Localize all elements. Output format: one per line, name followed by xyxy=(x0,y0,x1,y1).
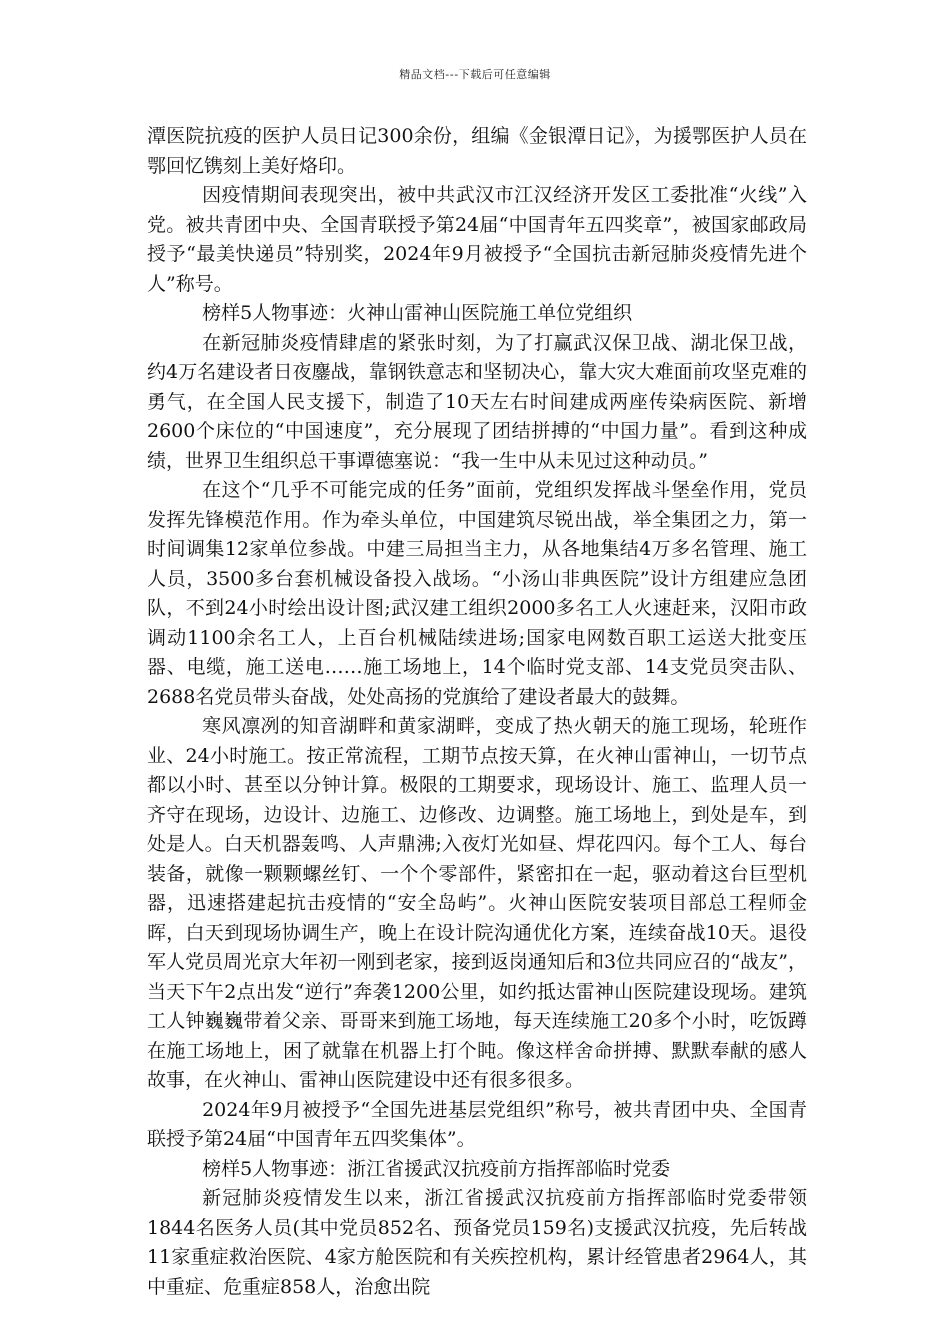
section-heading: 榜样5人物事迹：浙江省援武汉抗疫前方指挥部临时党委 xyxy=(202,1157,671,1180)
paragraph: 2024年9月被授予“全国先进基层党组织”称号，被共青团中央、全国青联授予第24届“中国青年五四奖集体”。 xyxy=(147,1098,807,1150)
page-header: 精品文档---下载后可任意编辑 xyxy=(399,68,551,81)
paragraph: 新冠肺炎疫情发生以来，浙江省援武汉抗疫前方指挥部临时党委带领1844名医务人员(其中党员852名、预备党员159名)支援武汉抗疫，先后转战11家重症救治医院、4家方舱医院和有关疾控机构，累计经管患者2964人，其中重症、危重症858人，治愈出院 xyxy=(147,1187,807,1298)
paragraph: 因疫情期间表现突出，被中共武汉市江汉经济开发区工委批准“火线”入党。被共青团中央、全国青联授予第24届“中国青年五四奖章”，被国家邮政局授予“最美快递员”特别奖，2024年9月被授予“全国抗击新冠肺炎疫情先进个人”称号。 xyxy=(147,184,807,295)
section-heading: 榜样5人物事迹：火神山雷神山医院施工单位党组织 xyxy=(202,302,633,324)
paragraph: 在新冠肺炎疫情肆虐的紧张时刻，为了打赢武汉保卫战、湖北保卫战，约4万名建设者日夜鏖战，靠钢铁意志和坚韧决心，靠大灾大难面前攻坚克难的勇气，在全国人民支援下，制造了10天左右时间建成两座传染病医院、新增2600个床位的“中国速度”，充分展现了团结拼搏的“中国力量”。看到这种成绩，世界卫生组织总干事谭德塞说：“我一生中从未见过这种动员。” xyxy=(147,331,807,472)
paragraph: 在这个“几乎不可能完成的任务”面前，党组织发挥战斗堡垒作用，党员发挥先锋模范作用。作为牵头单位，中国建筑尽锐出战，举全集团之力，第一时间调集12家单位参战。中建三局担当主力，从各地集结4万多名管理、施工人员，3500多台套机械设备投入战场。“小汤山非典医院”设计方组建应急团队，不到24小时绘出设计图;武汉建工组织2000多名工人火速赶来，汉阳市政调动1100余名工人，上百台机械陆续进场;国家电网数百职工运送大批变压器、电缆，施工送电……施工场地上，14个临时党支部、14支党员突击队、2688名党员带头奋战，处处高扬的党旗给了建设者最大的鼓舞。 xyxy=(147,479,807,708)
paragraph: 潭医院抗疫的医护人员日记300余份，组编《金银潭日记》，为援鄂医护人员在鄂回忆镌刻上美好烙印。 xyxy=(147,125,807,177)
paragraph: 寒风凛冽的知音湖畔和黄家湖畔，变成了热火朝天的施工现场，轮班作业、24小时施工。按正常流程，工期节点按天算，在火神山雷神山，一切节点都以小时、甚至以分钟计算。极限的工期要求，现场设计、施工、监理人员一齐守在现场，边设计、边施工、边修改、边调整。施工场地上，到处是车，到处是人。白天机器轰鸣、人声鼎沸;入夜灯光如昼、焊花四闪。每个工人、每台装备，就像一颗颗螺丝钉、一个个零部件，紧密扣在一起，驱动着这台巨型机器，迅速搭建起抗击疫情的“安全岛屿”。火神山医院安装项目部总工程师金晖，白天到现场协调生产，晚上在设计院沟通优化方案，连续奋战10天。退役军人党员周光京大年初一刚到老家，接到返岗通知后和3位共同应召的“战友”，当天下午2点出发“逆行”奔袭1200公里，如约抵达雷神山医院建设现场。建筑工人钟巍巍带着父亲、哥哥来到施工场地，每天连续施工20多个小时，吃饭蹲在施工场地上，困了就靠在机器上打个盹。像这样舍命拼搏、默默奉献的感人故事，在火神山、雷神山医院建设中还有很多很多。 xyxy=(147,715,807,1091)
document-body xyxy=(147,122,807,1302)
